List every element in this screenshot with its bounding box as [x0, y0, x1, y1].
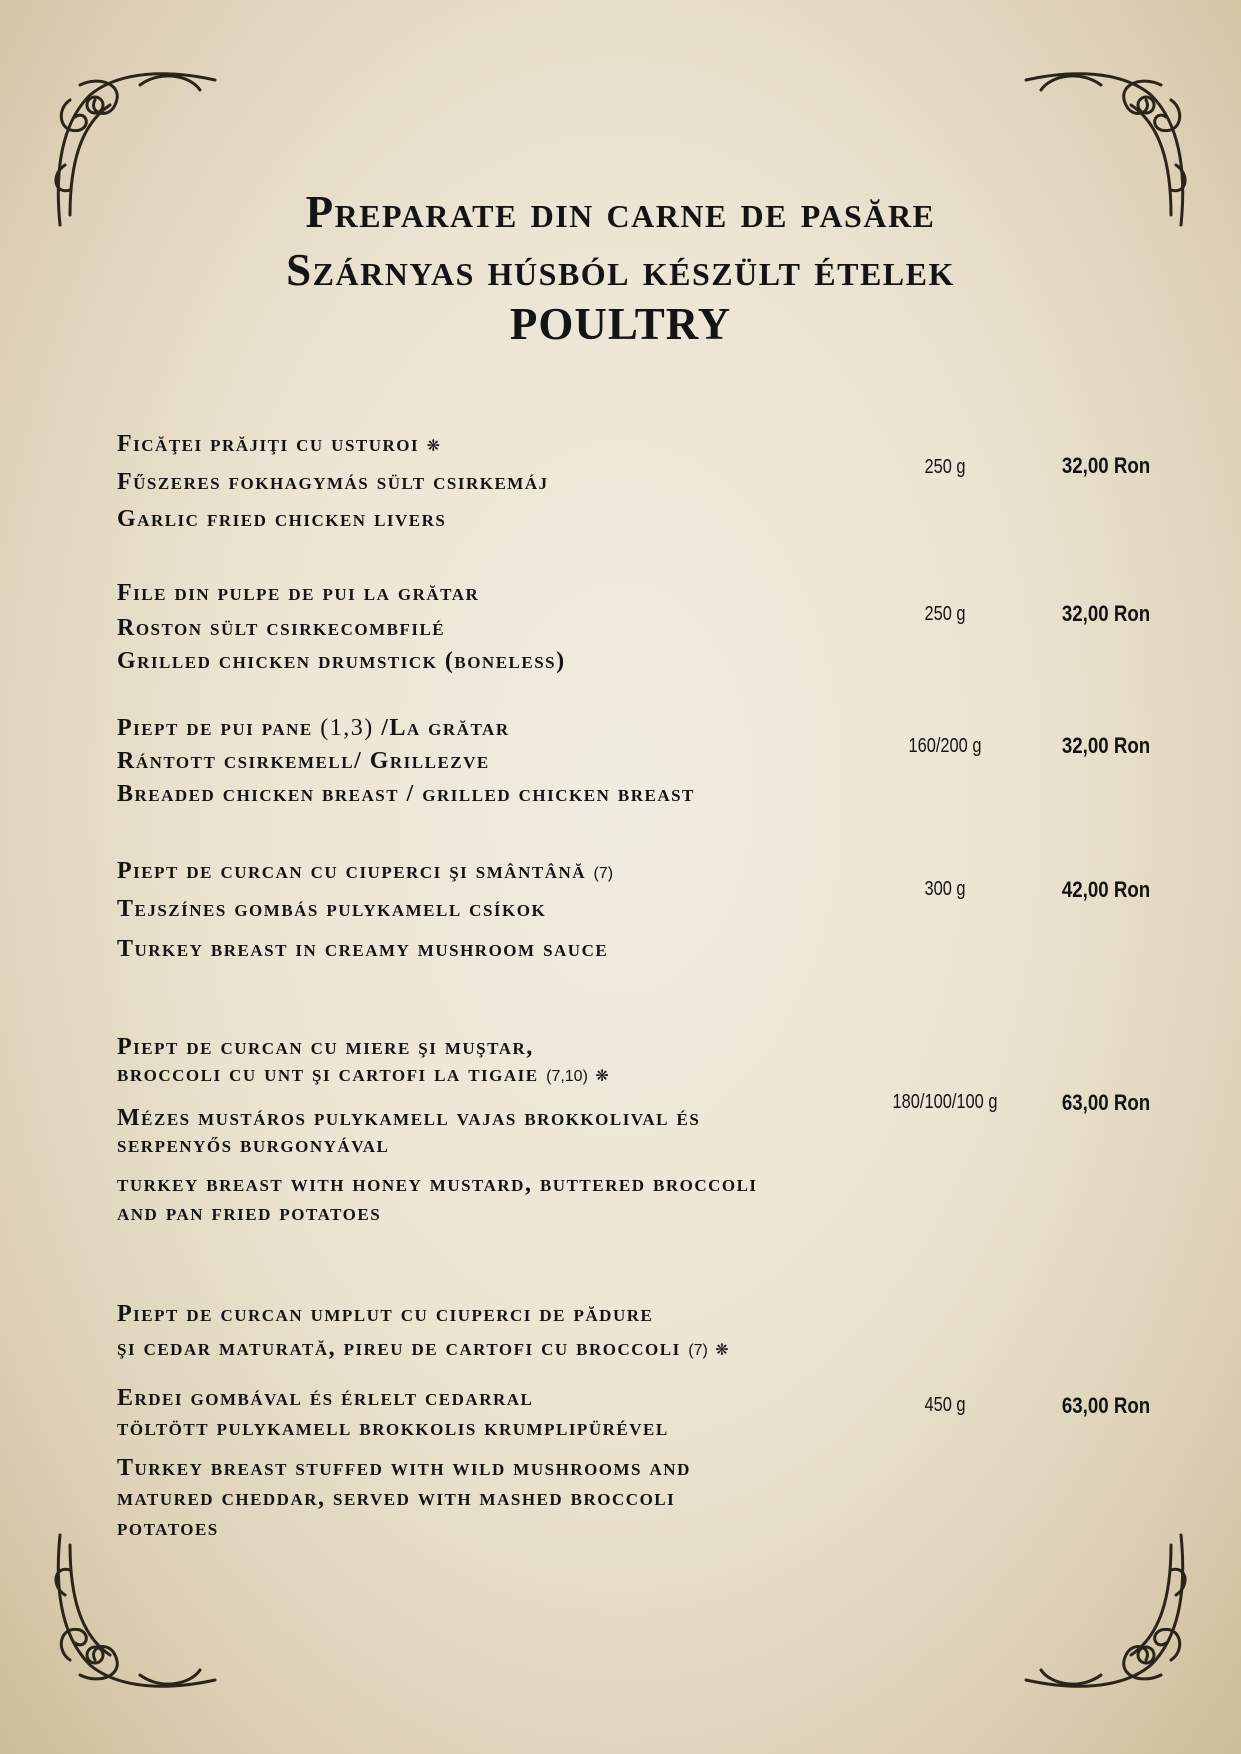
item-name-en-cont: and pan fried potatoes — [117, 1200, 382, 1226]
item-name-en: Turkey breast in creamy mushroom sauce — [117, 936, 609, 962]
spicy-marker-icon: ❋ — [595, 1068, 609, 1085]
item-name-ro: Ficăţei prăjiţi cu usturoi ❋ — [117, 431, 441, 457]
item-name-hu: Tejszínes gombás pulykamell csíkok — [117, 896, 547, 922]
item-weight: 450 g — [924, 1394, 966, 1416]
item-name-hu-cont: serpenyős burgonyával — [117, 1132, 390, 1158]
corner-ornament-bottom-right — [1021, 1525, 1191, 1695]
allergen-codes: (7) — [688, 1342, 708, 1359]
item-name-en: Turkey breast stuffed with wild mushrooms and — [117, 1455, 691, 1481]
item-name-ro-cont: şi cedar maturată, pireu de cartofi cu broccoli (7) ❋ — [117, 1335, 729, 1361]
item-name-en: Breaded chicken breast / grilled chicken breast — [117, 781, 695, 807]
item-name-en-cont: matured cheddar, served with mashed broccoli — [117, 1485, 676, 1511]
item-name-ro: Piept de curcan umplut cu ciuperci de pădure — [117, 1301, 654, 1327]
item-weight: 250 g — [924, 456, 966, 478]
item-price: 63,00 Ron — [1061, 1090, 1151, 1115]
item-price: 32,00 Ron — [1061, 453, 1151, 478]
item-name-en: Garlic fried chicken livers — [117, 506, 447, 532]
item-price: 42,00 Ron — [1061, 877, 1151, 902]
page-title-english: POULTRY — [509, 299, 732, 349]
item-name-hu: Roston sült csirkecombfilé — [117, 615, 446, 641]
item-weight: 250 g — [924, 603, 966, 625]
item-name-ro: Piept de curcan cu miere şi muştar, — [117, 1034, 534, 1060]
item-name-en-cont: potatoes — [117, 1515, 219, 1541]
item-price: 32,00 Ron — [1061, 733, 1151, 758]
item-name-ro-cont: broccoli cu unt şi cartofi la tigaie (7,10) ❋ — [117, 1061, 609, 1087]
item-name-hu: Fűszeres fokhagymás sült csirkemáj — [117, 469, 549, 495]
item-name-hu: Mézes mustáros pulykamell vajas brokkolival és — [117, 1105, 701, 1131]
item-name-ro: File din pulpe de pui la grătar — [117, 580, 480, 606]
page-title-hungarian: Szárnyas húsból készült ételek — [286, 245, 955, 295]
allergen-codes: (7) — [593, 865, 614, 882]
item-name-en: Grilled chicken drumstick (boneless) — [117, 648, 566, 674]
item-name-hu: Erdei gombával és érlelt cedarral — [117, 1385, 534, 1411]
item-weight: 300 g — [924, 878, 966, 900]
spicy-marker-icon: ❋ — [426, 438, 441, 455]
item-name-ro: Piept de pui pane (1,3) /La grătar — [117, 715, 510, 741]
item-name-hu: Rántott csirkemell/ Grillezve — [117, 748, 490, 774]
item-price: 63,00 Ron — [1061, 1393, 1151, 1418]
corner-ornament-bottom-left — [50, 1525, 220, 1695]
item-weight: 160/200 g — [908, 735, 982, 757]
item-name-ro: Piept de curcan cu ciuperci şi smântână (7) — [117, 858, 614, 884]
spicy-marker-icon: ❋ — [715, 1342, 729, 1359]
item-name-hu-cont: töltött pulykamell brokkolis krumplipürével — [117, 1415, 669, 1441]
allergen-codes: (7,10) — [546, 1068, 588, 1085]
page-title-romanian: Preparate din carne de pasăre — [305, 187, 936, 237]
item-name-en: turkey breast with honey mustard, buttered broccoli — [117, 1171, 758, 1197]
allergen-codes: (1,3) — [320, 715, 374, 741]
item-weight: 180/100/100 g — [892, 1091, 998, 1113]
item-price: 32,00 Ron — [1061, 601, 1151, 626]
